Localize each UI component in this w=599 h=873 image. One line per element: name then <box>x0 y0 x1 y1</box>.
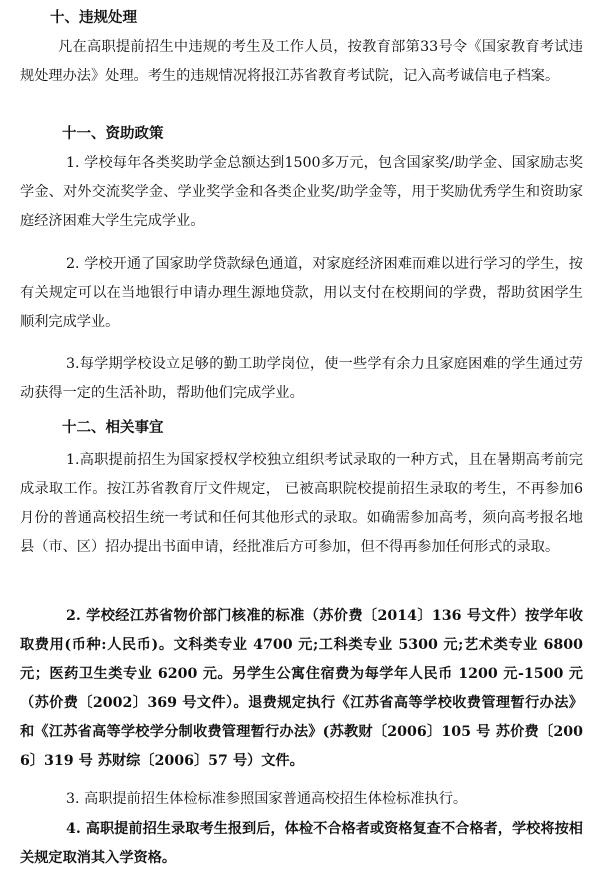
section-10-body: 凡在高职提前招生中违规的考生及工作人员，按教育部第33号令《国家教育考试违规处理办法》处理。考生的违规情况将报江苏省教育考试院，记入高考诚信电子档案。 <box>20 39 583 84</box>
section-10-heading: 十、违规处理 <box>50 10 137 26</box>
section-11-item-1: 1. 学校每年各类奖助学金总额达到1500多万元，包含国家奖/助学金、国家励志奖学金、对外交流奖学金、学业奖学金和各类企业奖/助学金等，用于奖励优秀学生和资助家庭经济困难大学生完成学业。 <box>20 155 583 229</box>
section-11-item-2: 2. 学校开通了国家助学贷款绿色通道，对家庭经济困难而难以进行学习的学生，按有关规定可以在当地银行申请办理生源地贷款，用以支付在校期间的学费，帮助贫困学生顺利完成学业。 <box>20 256 583 330</box>
section-12-item-3: 3. 高职提前招生体检标准参照国家普通高校招生体检标准执行。 <box>66 791 468 807</box>
section-11-item-3: 3.每学期学校设立足够的勤工助学岗位，使一些学有余力且家庭困难的学生通过劳动获得一定的生活补助，帮助他们完成学业。 <box>20 356 583 401</box>
section-12-heading: 十二、相关事宜 <box>62 420 164 436</box>
section-12-item-4: 4. 高职提前招生录取考生报到后，体检不合格者或资格复查不合格者，学校将按相关规定取消其入学资格。 <box>20 821 583 866</box>
section-12-item-1: 1.高职提前招生为国家授权学校独立组织考试录取的一种方式，且在暑期高考前完成录取工作。按江苏省教育厅文件规定， 已被高职院校提前招生录取的考生，不再参加6月份的普通高校招生统一考试和任何其他形式的录取。如确需参加高考，须向高考报名地县（市、区）招办提出书面申请，经批准后方可参加，但不得再参加任何形式的录取。 <box>20 452 583 555</box>
section-11-heading: 十一、资助政策 <box>62 126 164 142</box>
section-12-item-2: 2. 学校经江苏省物价部门核准的标准（苏价费〔2014〕136 号文件）按学年收取费用(币种:人民币)。文科类专业 4700 元;工科类专业 5300 元;艺术类专业 6800 元；医药卫生类专业 6200 元。另学生公寓住宿费为每学年人民币 1200 元-1500 元（苏价费〔2002〕369 号文件）。退费规定执行《江苏省高等学校收费管理暂行办法》和《江苏省高等学校学分制收费管理暂行办法》(苏教财〔2006〕105 号 苏价费〔2006〕319 号 苏财综〔2006〕57 号）文件。 <box>20 608 583 769</box>
